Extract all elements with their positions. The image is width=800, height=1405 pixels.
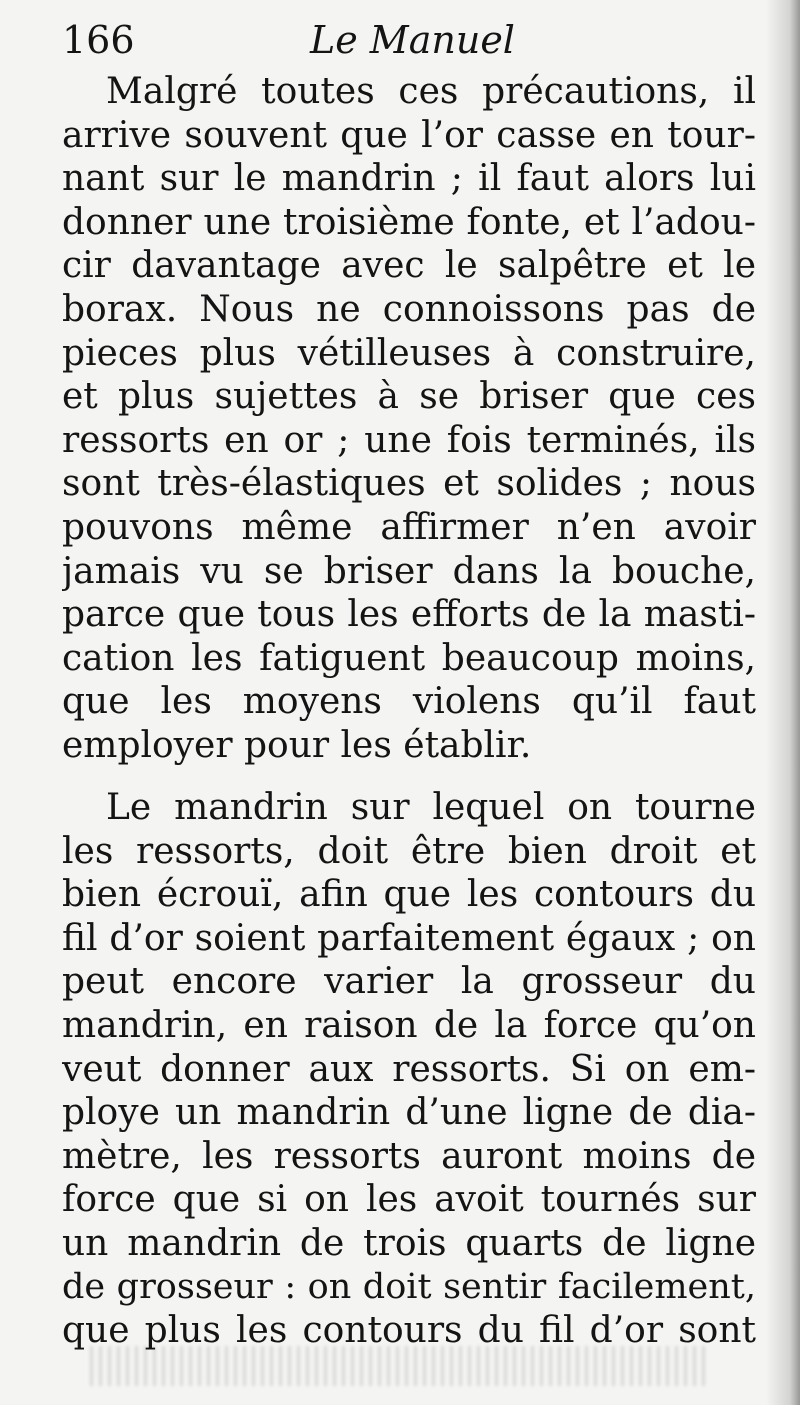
text-line: et plus sujettes à se briser que ces — [62, 376, 756, 418]
text-line: de grosseur : on doit sentir facilement, — [62, 1266, 756, 1307]
text-line: que plus les contours du fil d’or sont — [62, 1310, 756, 1352]
text-line: Le mandrin sur lequel on tourne — [106, 787, 756, 828]
text-line: nant sur le mandrin ; il faut alors lui — [62, 158, 756, 200]
text-line: sont très-élastiques et solides ; nous — [62, 463, 756, 505]
text-line: cir davantage avec le salpêtre et le — [62, 245, 756, 287]
text-line: mandrin, en raison de la force qu’on — [62, 1004, 756, 1046]
text-line: fil d’or soient parfaitement égaux ; on — [62, 917, 756, 959]
text-line: peut encore varier la grosseur du — [62, 961, 756, 1003]
text-line: donner une troisième fonte, et l’adou- — [62, 201, 756, 243]
text-line: employer pour les établir. — [62, 724, 532, 766]
text-line: veut donner aux ressorts. Si on em- — [62, 1048, 756, 1090]
page-number: 166 — [62, 18, 135, 62]
text-line: les ressorts, doit être bien droit et — [62, 830, 756, 872]
text-line: pouvons même affirmer n’en avoir — [62, 506, 756, 548]
text-line: Malgré toutes ces précautions, il — [106, 71, 756, 112]
text-line: pieces plus vétilleuses à construire, — [62, 332, 756, 374]
text-line: ressorts en or ; une fois terminés, ils — [62, 419, 756, 461]
page-edge-shadow — [766, 0, 800, 1405]
paragraph-1 — [62, 70, 756, 768]
text-line: un mandrin de trois quarts de ligne — [62, 1222, 756, 1264]
text-line: force que si on les avoit tournés sur — [62, 1179, 756, 1221]
text-line: arrive souvent que l’or casse en tour- — [62, 114, 756, 156]
text-line: jamais vu se briser dans la bouche, — [62, 550, 756, 592]
page-header — [62, 14, 752, 66]
text-line: borax. Nous ne connoissons pas de — [62, 288, 756, 330]
text-line: que les moyens violens qu’il faut — [62, 681, 756, 723]
text-line: bien écrouï, afin que les contours du — [62, 874, 756, 916]
paragraph-2 — [62, 786, 756, 1353]
running-title: Le Manuel — [310, 18, 515, 62]
text-line: ploye un mandrin d’une ligne de dia- — [62, 1092, 756, 1134]
text-line: parce que tous les efforts de la masti- — [62, 594, 756, 636]
text-line: cation les fatiguent beaucoup moins, — [62, 637, 756, 679]
text-line: mètre, les ressorts auront moins de — [62, 1135, 756, 1177]
